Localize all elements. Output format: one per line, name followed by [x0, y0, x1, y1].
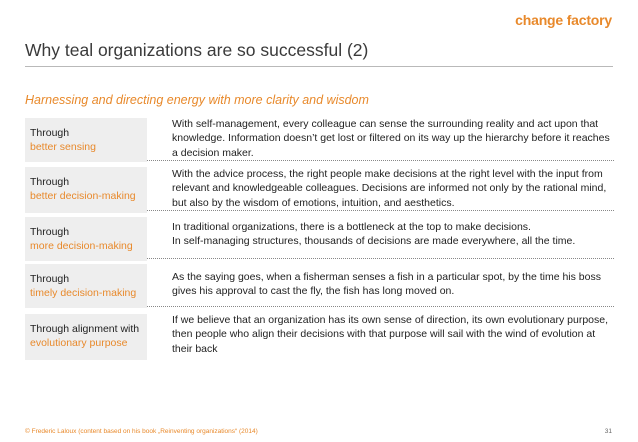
row-text-sensing: With self-management, every colleague can sense the surrounding reality and act upon that knowledge. Information doesn’t get lost or filtered on its way up the hierarchy before it reaches a decision maker. — [172, 118, 610, 159]
row-text-more-decisions — [172, 220, 614, 249]
row-separator — [147, 258, 614, 259]
row-label-line2: better sensing — [30, 141, 96, 153]
row-label-more-decisions — [25, 217, 147, 261]
row-separator — [147, 160, 614, 161]
copyright-footer: © Frederic Laloux (content based on his book „Reinventing organizations“ (2014) — [25, 428, 258, 435]
row-text-decision-making: With the advice process, the right people make decisions at the right level with the input from relevant and knowledgeable colleagues. Decisions are informed not only by the rational mind, but also by the wisdom of emotions, intuition, and aesthetics. — [172, 168, 607, 209]
row-label-purpose — [25, 314, 147, 360]
row-label-line2: timely decision-making — [30, 287, 137, 299]
slide-title: Why teal organizations are so successful (2) — [25, 40, 369, 60]
title-divider — [25, 66, 613, 67]
row-label-line1: Through — [30, 273, 70, 285]
change-factory-logo — [515, 12, 612, 28]
row-text-line1: In traditional organizations, there is a bottleneck at the top to make decisions. — [172, 221, 531, 233]
row-label-line1: Through — [30, 176, 70, 188]
row-label-line2: better decision-making — [30, 190, 136, 202]
row-separator — [147, 210, 614, 211]
row-text-line2: In self-managing structures, thousands of decisions are made everywhere, all the time. — [172, 235, 576, 248]
row-label-sensing — [25, 118, 147, 162]
logo-part-factory: factory — [566, 12, 612, 28]
row-label-timely — [25, 264, 147, 308]
row-label-line1: Through — [30, 226, 70, 238]
row-label-line1: Through alignment with — [30, 323, 140, 335]
row-text-purpose: If we believe that an organization has its own sense of direction, its own evolutionary purpose, then people who align their decisions with that purpose will sail with the wind of evolution at their back — [172, 314, 609, 355]
row-label-line2: more decision-making — [30, 240, 133, 252]
row-text-timely: As the saying goes, when a fisherman senses a fish in a particular spot, by the time his boss gives his approval to cast the fly, the fish has long moved on. — [172, 271, 601, 298]
row-label-decision-making — [25, 167, 147, 213]
row-label-line2: evolutionary purpose — [30, 337, 128, 349]
page-number: 31 — [604, 428, 612, 435]
logo-part-change: change — [515, 12, 563, 28]
row-label-line1: Through — [30, 127, 70, 139]
row-separator — [147, 306, 614, 307]
slide-subtitle: Harnessing and directing energy with more clarity and wisdom — [25, 93, 369, 107]
